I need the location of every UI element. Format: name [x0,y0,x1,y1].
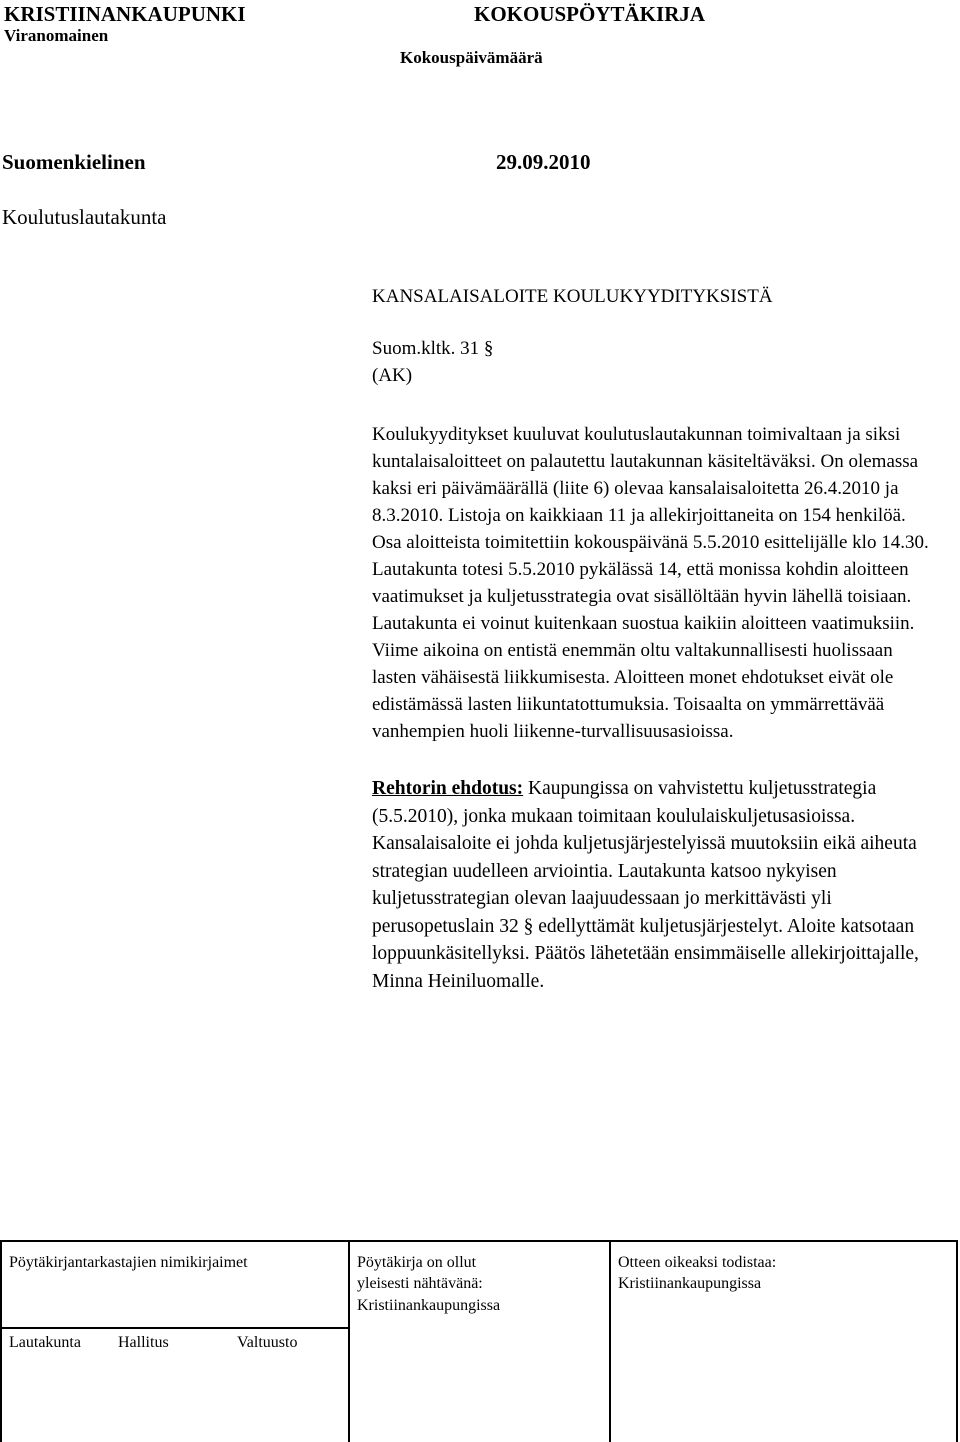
document-type: KOKOUSPÖYTÄKIRJA [474,2,706,26]
footer-col-divider [609,1240,611,1442]
footer-top-border [0,1240,958,1242]
org-name: KRISTIINANKAUPUNKI [4,2,246,26]
copy-certified-line1: Otteen oikeaksi todistaa: [618,1254,777,1271]
principal-proposal [372,775,932,995]
footer-table [0,1240,960,1442]
item-preparer: (AK) [372,365,413,386]
meeting-date-label: Kokouspäivämäärä [400,48,543,67]
item-paragraph: Lautakunta ei voinut kuitenkaan suostua kaikiin aloitteen vaatimuksiin. [372,613,915,634]
language-label: Suomenkielinen [2,150,146,174]
public-display-line1: Pöytäkirja on ollut [357,1254,477,1271]
board-name: Koulutuslautakunta [2,205,167,229]
item-paragraph: Viime aikoina on entistä enemmän oltu valtakunnallisesti huolissaan lasten vähäisestä liikkumisesta. Aloitteen monet ehdotukset eivät ole edistämässä lasten liikuntatottumuksia. Toisaalta on ymmärrettävää vanhempien huoli liikenne-turvallisuusasioissa. [372,640,894,742]
copy-certified-line2: Kristiinankaupungissa [618,1275,762,1292]
item-title: KANSALAISALOITE KOULUKYYDITYKSISTÄ [372,286,773,307]
agenda-item [372,285,932,995]
proposal-label: Rehtorin ehdotus: [372,778,524,799]
footer-right-border [956,1240,958,1442]
body-lautakunta: Lautakunta [9,1334,81,1351]
item-paragraph: Koulukyyditykset kuuluvat koulutuslautakunnan toimivaltaan ja siksi kuntalaisaloitteet on palautettu lautakunnan käsiteltäväksi. On olemassa kaksi eri päivämäärällä (liite 6) olevaa kansalaisaloitetta 26.4.2010 ja 8.3.2010. Listoja on kaikkiaan 11 ja allekirjoittaneita on 154 henkilöä. Osa aloitteista toimitettiin kokouspäivänä 5.5.2010 esittelijälle klo 14.30. Lautakunta totesi 5.5.2010 pykälässä 14, että monissa kohdin aloitteen vaatimukset ja kuljetusstrategia ovat sisällöltään hyvin lähellä toisiaan. [372,424,929,607]
item-reference [372,335,932,389]
body-valtuusto: Valtuusto [237,1334,298,1351]
footer-left-border [0,1240,2,1442]
public-display-line3: Kristiinankaupungissa [357,1297,501,1314]
footer-mid-border [0,1327,350,1329]
body-hallitus: Hallitus [118,1334,169,1351]
proposal-text: Kaupungissa on vahvistettu kuljetusstrategia (5.5.2010), jonka mukaan toimitaan koululaiskuljetusasioissa. Kansalaisaloite ei johda kuljetusjärjestelyissä muutoksiin eikä aiheuta strategian uudelleen arviointia. Lautakunta katsoo nykyisen kuljetusstrategian olevan laajuudessaan jo merkittävästi yli perusopetuslain 32 § edellyttämät kuljetusjärjestelyt. Aloite katsotaan loppuunkäsitellyksi. Päätös lähetetään ensimmäiselle allekirjoittajalle, Minna Heiniluomalle. [372,778,919,992]
authority-label: Viranomainen [4,26,109,45]
public-display-line2: yleisesti nähtävänä: [357,1275,483,1292]
meeting-date: 29.09.2010 [496,150,591,174]
footer-col-divider [348,1240,350,1442]
initials-label: Pöytäkirjantarkastajien nimikirjaimet [9,1254,248,1271]
item-section-number: Suom.kltk. 31 § [372,338,494,359]
header-right [400,2,705,68]
header-left [4,2,246,46]
